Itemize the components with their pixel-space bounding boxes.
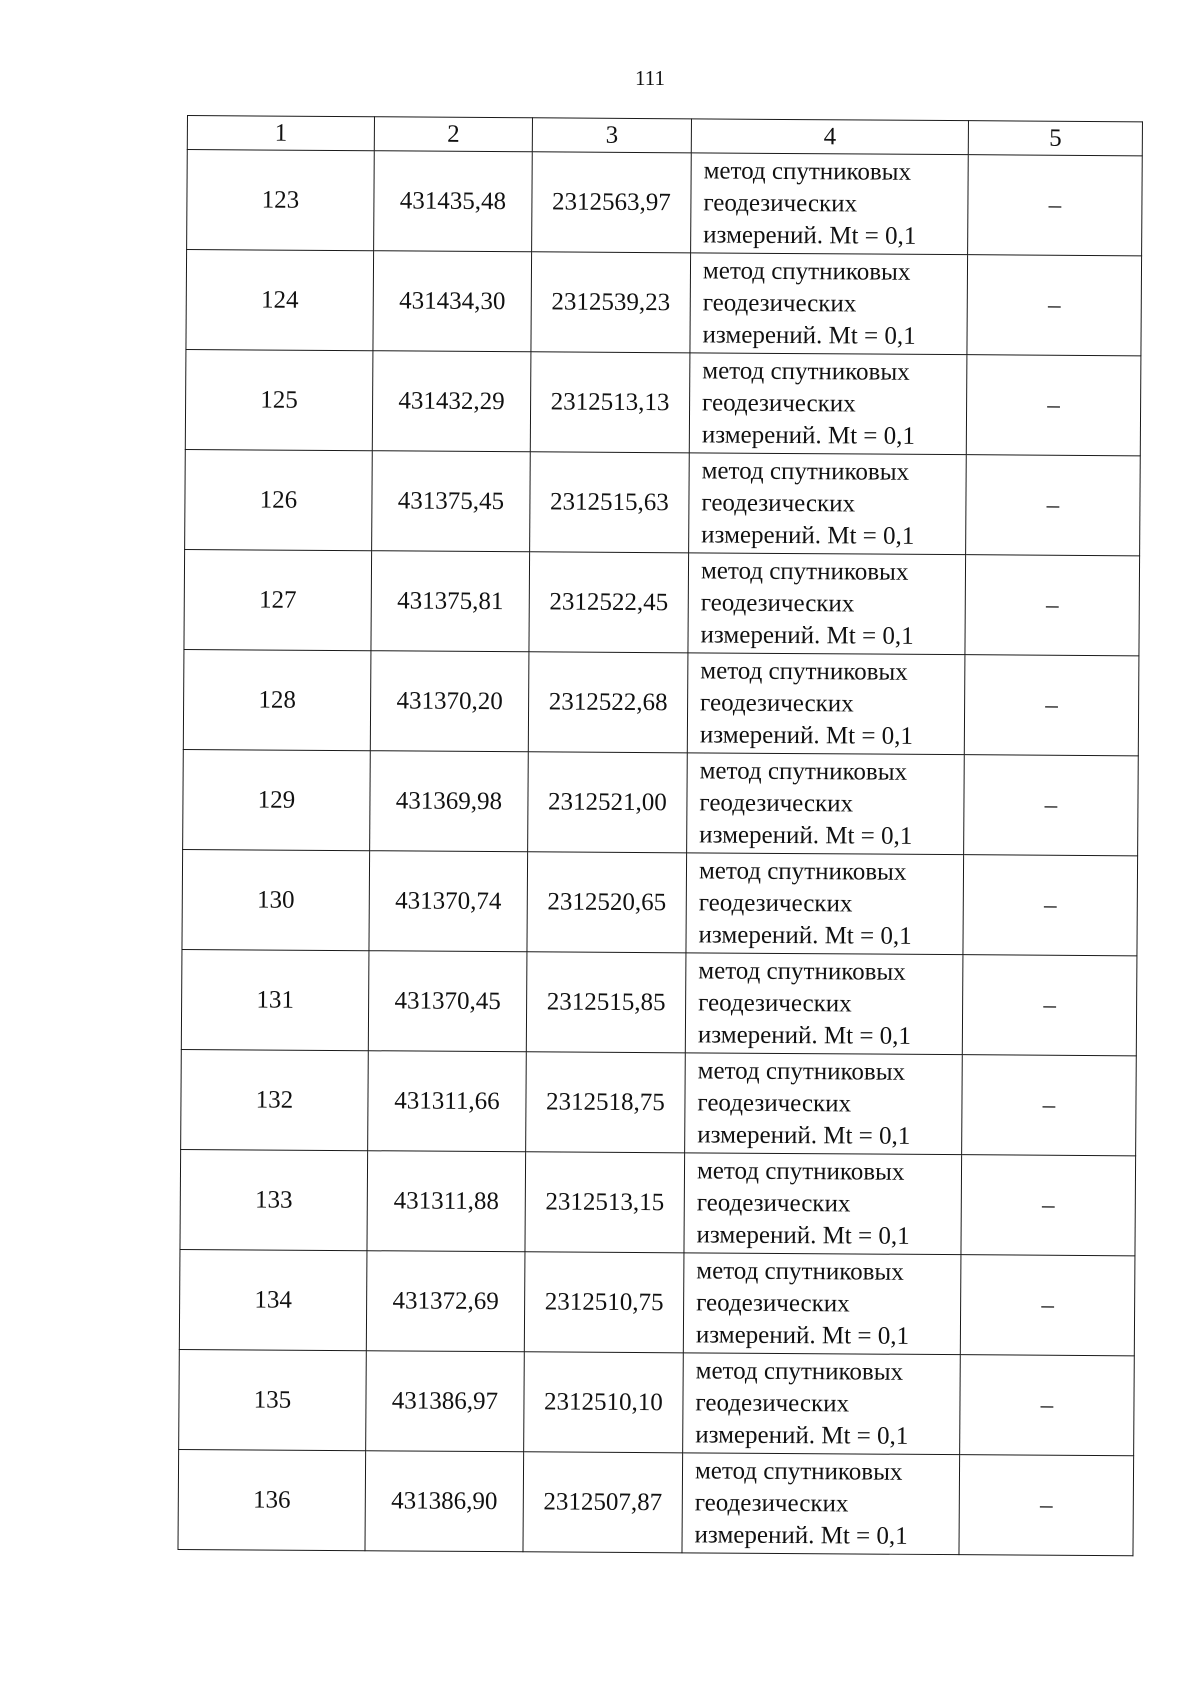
method-text-line: измерений. Mt = 0,1	[702, 320, 916, 350]
table-body	[178, 150, 1142, 1556]
method-text-line: метод спутниковых	[696, 1256, 904, 1286]
method-cell	[683, 1353, 961, 1455]
method-text-line: метод спутниковых	[700, 656, 908, 686]
x-coordinate-cell: 431370,74	[369, 851, 528, 952]
point-number-cell: 132	[181, 1049, 369, 1150]
x-coordinate-cell: 431370,20	[370, 651, 529, 752]
method-text-line: метод спутниковых	[702, 256, 911, 286]
coordinates-table	[177, 115, 1142, 1556]
method-text-line: метод спутниковых	[698, 956, 906, 986]
method-text-line: измерений. Mt = 0,1	[694, 1520, 908, 1550]
point-number-cell: 136	[178, 1449, 366, 1550]
point-number-cell: 130	[182, 849, 370, 950]
method-text-line: геодезических	[694, 1488, 849, 1517]
column-header-3: 3	[532, 118, 691, 153]
note-cell: –	[960, 1255, 1135, 1356]
point-number-cell: 124	[186, 250, 374, 351]
table-row	[183, 649, 1139, 755]
method-text-line: измерений. Mt = 0,1	[695, 1420, 909, 1450]
table-row	[185, 449, 1141, 555]
y-coordinate-cell: 2312563,97	[532, 152, 692, 253]
x-coordinate-cell: 431369,98	[370, 751, 529, 852]
note-cell: –	[964, 755, 1139, 856]
method-text-line: измерений. Mt = 0,1	[695, 1320, 910, 1350]
method-text-line: измерений. Mt = 0,1	[703, 220, 917, 250]
method-text-line: измерений. Mt = 0,1	[697, 1120, 911, 1150]
point-number-cell: 127	[184, 549, 372, 650]
method-text-line: метод спутниковых	[703, 156, 912, 186]
table-row	[185, 349, 1141, 455]
table-row	[180, 1149, 1136, 1255]
method-text-line: метод спутниковых	[694, 1456, 903, 1486]
x-coordinate-cell: 431434,30	[373, 251, 532, 352]
method-text-line: геодезических	[700, 688, 854, 717]
method-text-line: геодезических	[697, 1088, 852, 1117]
column-header-1: 1	[187, 116, 374, 151]
method-text-line: геодезических	[698, 888, 853, 917]
method-text-line: геодезических	[701, 488, 856, 517]
y-coordinate-cell: 2312522,45	[529, 552, 689, 653]
note-cell: –	[961, 1155, 1136, 1256]
method-cell	[688, 553, 966, 655]
point-number-cell: 133	[180, 1149, 368, 1250]
method-text-line: измерений. Mt = 0,1	[699, 720, 914, 750]
note-cell: –	[967, 255, 1142, 356]
table-row	[186, 250, 1142, 356]
method-text-line: метод спутниковых	[695, 1356, 904, 1386]
method-text-line: геодезических	[695, 1388, 850, 1417]
table-row	[178, 1449, 1134, 1555]
note-cell: –	[963, 855, 1138, 956]
method-cell	[685, 953, 963, 1055]
point-number-cell: 125	[185, 349, 373, 450]
method-text-line: геодезических	[698, 988, 852, 1017]
x-coordinate-cell: 431372,69	[366, 1251, 525, 1352]
page-number: 111	[635, 66, 665, 90]
table-row	[183, 749, 1139, 855]
table-row	[181, 1049, 1137, 1155]
y-coordinate-cell: 2312507,87	[523, 1452, 683, 1553]
method-cell	[682, 1453, 960, 1555]
note-cell: –	[965, 555, 1140, 656]
method-text-line: геодезических	[700, 588, 855, 617]
method-text-line: измерений. Mt = 0,1	[701, 520, 915, 550]
method-text-line: измерений. Mt = 0,1	[696, 1220, 910, 1250]
method-cell	[683, 1253, 961, 1355]
x-coordinate-cell: 431386,90	[365, 1451, 524, 1552]
x-coordinate-cell: 431432,29	[372, 351, 531, 452]
y-coordinate-cell: 2312539,23	[531, 252, 691, 353]
note-cell: –	[968, 155, 1143, 256]
method-text-line: геодезических	[696, 1288, 850, 1317]
point-number-cell: 135	[179, 1349, 367, 1450]
method-cell	[689, 353, 967, 455]
method-text-line: измерений. Mt = 0,1	[700, 620, 914, 650]
point-number-cell: 128	[183, 649, 371, 750]
method-text-line: геодезических	[702, 288, 857, 317]
method-text-line: метод спутниковых	[699, 756, 908, 786]
note-cell: –	[962, 955, 1137, 1056]
point-number-cell: 126	[185, 449, 373, 550]
method-cell	[689, 453, 967, 555]
y-coordinate-cell: 2312515,63	[530, 452, 690, 553]
method-cell	[687, 753, 965, 855]
point-number-cell: 123	[187, 150, 375, 251]
table-row	[181, 949, 1137, 1055]
y-coordinate-cell: 2312520,65	[527, 852, 687, 953]
method-text-line: измерений. Mt = 0,1	[701, 420, 916, 450]
y-coordinate-cell: 2312510,10	[524, 1352, 684, 1453]
method-text-line: метод спутниковых	[696, 1156, 905, 1186]
table-row	[182, 849, 1138, 955]
note-cell: –	[966, 455, 1141, 556]
y-coordinate-cell: 2312513,15	[525, 1152, 685, 1253]
x-coordinate-cell: 431386,97	[366, 1351, 525, 1452]
method-text-line: геодезических	[703, 188, 858, 217]
y-coordinate-cell: 2312515,85	[526, 952, 686, 1053]
x-coordinate-cell: 431375,45	[372, 451, 531, 552]
method-text-line: метод спутниковых	[702, 356, 910, 386]
table-row	[187, 150, 1143, 256]
method-text-line: метод спутниковых	[701, 456, 910, 486]
x-coordinate-cell: 431370,45	[368, 951, 527, 1052]
method-cell	[686, 853, 964, 955]
method-text-line: геодезических	[702, 388, 856, 417]
method-cell	[687, 653, 965, 755]
method-text-line: метод спутниковых	[698, 856, 907, 886]
method-cell	[685, 1053, 963, 1155]
x-coordinate-cell: 431375,81	[371, 551, 530, 652]
y-coordinate-cell: 2312518,75	[526, 1052, 686, 1153]
column-header-2: 2	[374, 117, 532, 152]
method-cell	[690, 253, 968, 355]
y-coordinate-cell: 2312513,13	[530, 352, 690, 453]
x-coordinate-cell: 431311,88	[367, 1151, 526, 1252]
point-number-cell: 134	[179, 1249, 367, 1350]
method-text-line: измерений. Mt = 0,1	[699, 820, 913, 850]
x-coordinate-cell: 431435,48	[374, 151, 533, 252]
y-coordinate-cell: 2312521,00	[528, 752, 688, 853]
table-row	[179, 1249, 1135, 1355]
y-coordinate-cell: 2312510,75	[524, 1252, 684, 1353]
method-cell	[684, 1153, 962, 1255]
note-cell: –	[964, 655, 1139, 756]
x-coordinate-cell: 431311,66	[368, 1051, 527, 1152]
note-cell: –	[959, 1455, 1134, 1556]
method-text-line: измерений. Mt = 0,1	[698, 920, 912, 950]
method-text-line: метод спутниковых	[700, 556, 909, 586]
y-coordinate-cell: 2312522,68	[528, 652, 688, 753]
method-text-line: геодезических	[696, 1188, 851, 1217]
method-cell	[691, 153, 969, 255]
note-cell: –	[960, 1355, 1135, 1456]
note-cell: –	[962, 1055, 1137, 1156]
table-row	[184, 549, 1140, 655]
note-cell: –	[966, 355, 1141, 456]
point-number-cell: 129	[183, 749, 371, 850]
method-text-line: измерений. Mt = 0,1	[697, 1020, 912, 1050]
method-text-line: метод спутниковых	[697, 1056, 906, 1086]
method-text-line: геодезических	[699, 788, 854, 817]
table-row	[179, 1349, 1135, 1455]
column-header-5: 5	[968, 121, 1142, 156]
point-number-cell: 131	[181, 949, 369, 1050]
column-header-4: 4	[691, 119, 968, 155]
